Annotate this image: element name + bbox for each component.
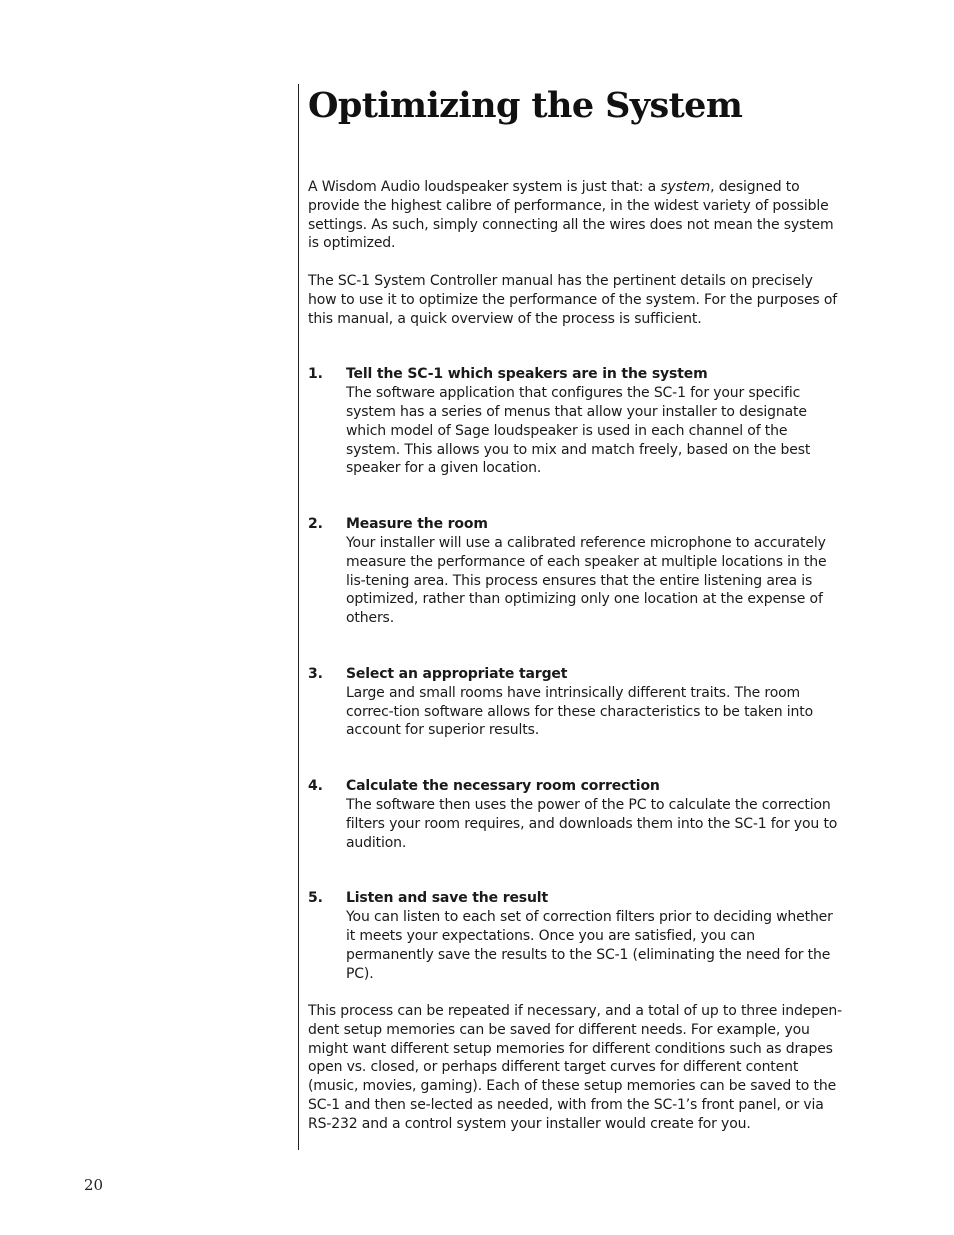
step-number: 4. bbox=[308, 778, 323, 795]
step-item bbox=[308, 365, 844, 478]
step-number: 1. bbox=[308, 366, 323, 383]
step-item bbox=[308, 777, 844, 852]
page-number: 20 bbox=[84, 1176, 104, 1194]
intro-emphasis: system bbox=[660, 179, 711, 195]
step-title: Tell the SC-1 which speakers are in the system bbox=[346, 366, 708, 383]
step-item bbox=[308, 665, 844, 740]
step-description: Large and small rooms have intrinsically different traits. The room correc-tion software allows for these characteristics to be taken into account for superior results. bbox=[346, 684, 814, 739]
step-body bbox=[346, 365, 844, 478]
intro-paragraph-2: The SC-1 System Controller manual has the pertinent details on precisely how to use it to optimize the performance of the system. For the purposes of this manual, a quick overview of the process is sufficient. bbox=[308, 272, 838, 327]
step-number: 5. bbox=[308, 890, 323, 907]
step-description: Your installer will use a calibrated reference microphone to accurately measure the performance of each speaker at multiple locations in the lis-tening area. This process ensures that the entire listening area is optimized, rather than optimizing only one location at the expense of others. bbox=[346, 534, 827, 627]
step-description: The software then uses the power of the PC to calculate the correction filters your room requires, and downloads them into the SC-1 for you to audition. bbox=[346, 796, 838, 851]
intro-text-end: , designed to provide the highest calibre of performance, in the widest variety of possible settings. As such, simply connecting all the wires does not mean the system is optimized. bbox=[308, 179, 834, 252]
step-body bbox=[346, 665, 844, 740]
page-title: Optimizing the System bbox=[308, 85, 743, 126]
step-item bbox=[308, 515, 844, 628]
intro-text-start: A Wisdom Audio loudspeaker system is just that: a bbox=[308, 179, 661, 195]
step-title: Listen and save the result bbox=[346, 890, 548, 907]
page-content bbox=[308, 178, 844, 1134]
step-body bbox=[346, 515, 844, 628]
step-title: Measure the room bbox=[346, 516, 488, 533]
step-body bbox=[346, 889, 844, 983]
step-description: You can listen to each set of correction filters prior to deciding whether it meets your expectations. Once you are satisfied, you can permanently save the results to the SC-1 (eliminating the need for the PC). bbox=[346, 909, 833, 982]
margin-rule bbox=[298, 84, 299, 1150]
step-body bbox=[346, 777, 844, 852]
step-number: 3. bbox=[308, 665, 323, 682]
closing-paragraph: This process can be repeated if necessary, and a total of up to three indepen-dent setup memories can be saved for different needs. For example, you might want different setup memories for different conditions such as drapes open vs. closed, or perhaps different target curves for different content (music, movies, gaming). Each of these setup memories can be saved to the SC-1 and then se-lected as needed, with from the SC-1’s front panel, or via RS-232 and a control system your installer would create for you. bbox=[308, 1003, 843, 1132]
intro-paragraph-1 bbox=[308, 178, 844, 253]
step-number: 2. bbox=[308, 516, 323, 533]
step-title: Select an appropriate target bbox=[346, 665, 568, 682]
step-title: Calculate the necessary room correction bbox=[346, 778, 660, 795]
step-item bbox=[308, 889, 844, 983]
step-description: The software application that configures the SC-1 for your specific system has a series of menus that allow your installer to designate which model of Sage loudspeaker is used in each channel of the system. This allows you to mix and match freely, based on the best speaker for a given location. bbox=[346, 385, 811, 477]
